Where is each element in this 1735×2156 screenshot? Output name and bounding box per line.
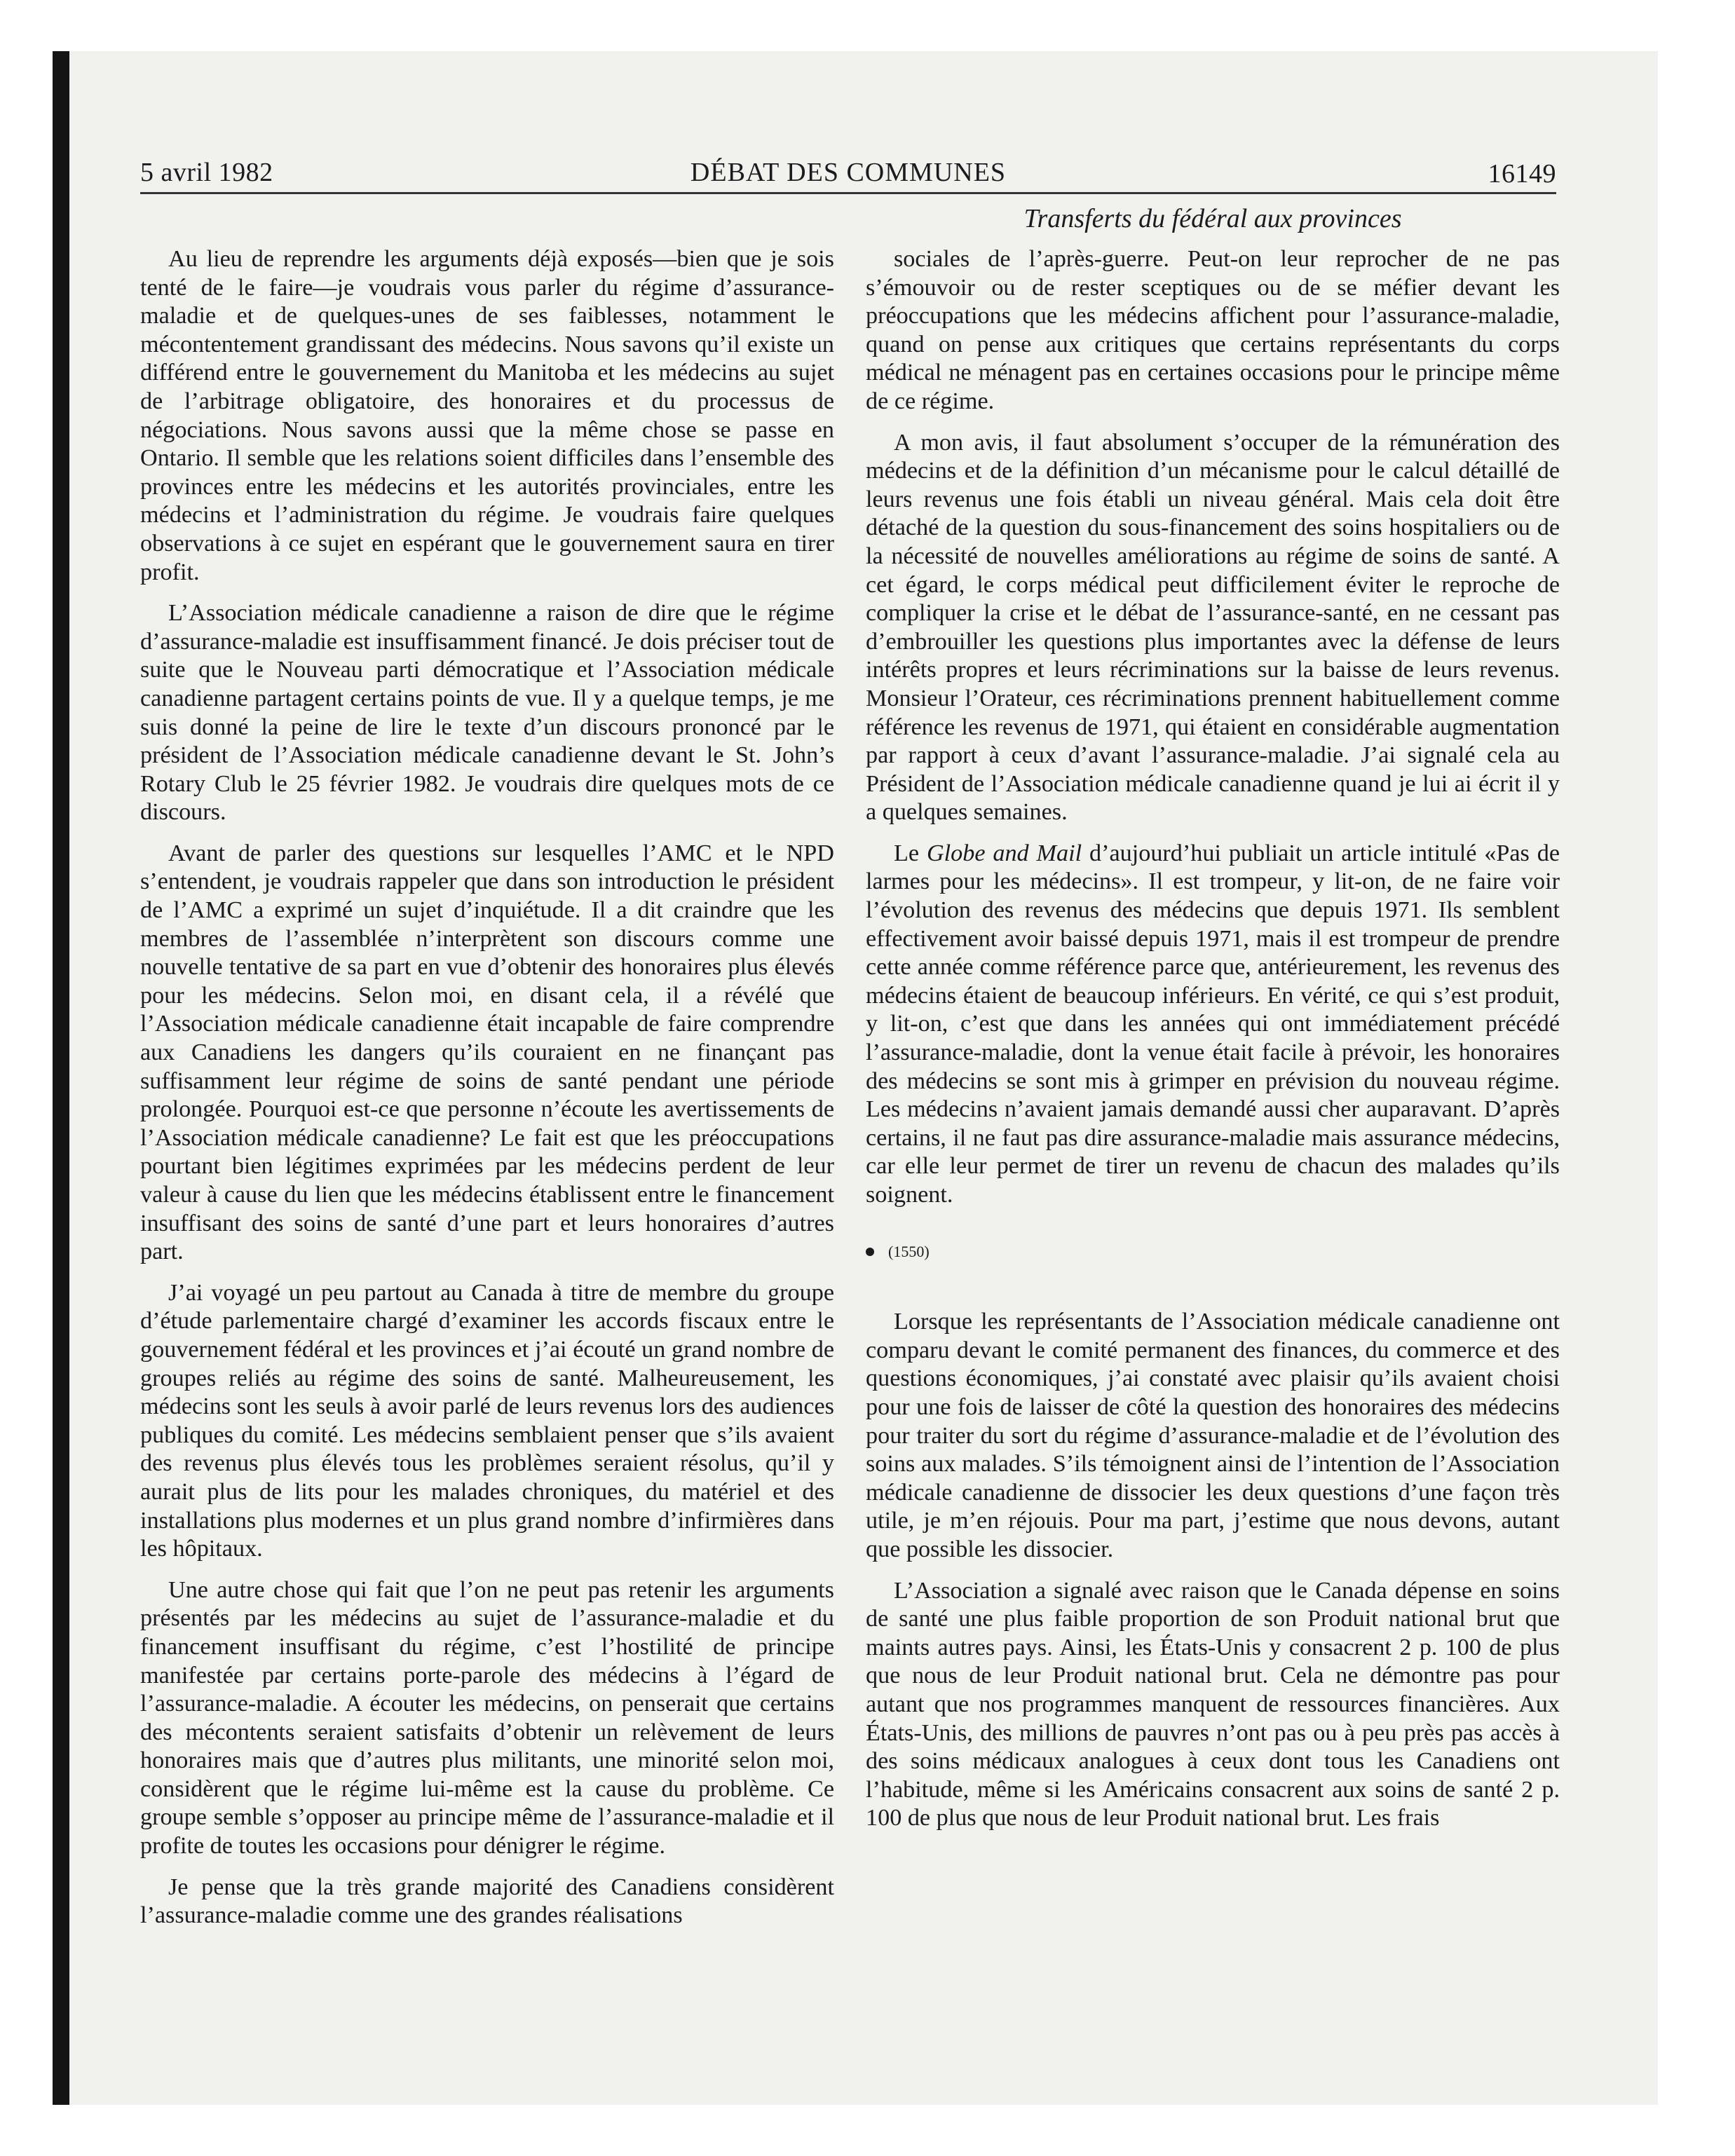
newspaper-title: Globe and Mail [926, 840, 1082, 866]
page-header [140, 153, 1556, 194]
header-date: 5 avril 1982 [140, 158, 273, 187]
paragraph: Je pense que la très grande majorité des Canadiens considèrent l’assurance-maladie comme une des grandes réalisations [140, 1874, 834, 1929]
header-title: DÉBAT DES COMMUNES [690, 158, 1007, 187]
paragraph: J’ai voyagé un peu partout au Canada à titre de membre du groupe d’étude parlementaire chargé d’examiner les accords fiscaux entre le gouvernement fédéral et les provinces et j’ai écouté un grand nombre de groupes reliés au régime des soins de santé. Malheureusement, les médecins sont les seuls à avoir parlé de leurs revenus lors des audiences publiques du comité. Les médecins semblaient penser que s’ils avaient des revenus plus élevés tous les problèmes seraient résolus, qu’il y aurait plus de lits pour les malades chroniques, du matériel et des installations plus modernes et un plus grand nombre d’infirmières dans les hôpitaux. [140, 1279, 834, 1562]
time-marker [866, 1238, 1560, 1267]
left-column [140, 245, 834, 1943]
section-subheading: Transferts du fédéral aux provinces [1023, 204, 1402, 233]
paragraph: L’Association a signalé avec raison que le Canada dépense en soins de santé une plus faible proportion de son Produit national brut que maints autres pays. Ainsi, les États-Unis y consacrent 2 p. 100 de plus que nous de leur Produit national brut. Cela ne démontre pas pour autant que nos programmes manquent de ressources financières. Aux États-Unis, des millions de pauvres n’ont pas ou à peu près pas accès à des soins médicaux analogues à ceux dont tous les Canadiens ont l’habitude, même si les Américains consacrent aux soins de santé 2 p. 100 de plus que nous de leur Produit national brut. Les frais [866, 1577, 1560, 1831]
right-column [866, 245, 1560, 1845]
paragraph: Lorsque les représentants de l’Association médicale canadienne ont comparu devant le comité permanent des finances, du commerce et des questions économiques, j’ai constaté avec plaisir qu’ils avaient choisi pour une fois de laisser de côté la question des honoraires des médecins pour traiter du sort du régime d’assurance-maladie et de l’évolution des soins aux malades. S’ils témoignent ainsi de l’intention de l’Association médicale canadienne de dissocier les deux questions d’une façon très utile, je m’en réjouis. Pour ma part, j’estime que nous devons, autant que possible les dissocier. [866, 1309, 1560, 1562]
bullet-icon [866, 1248, 874, 1256]
time-marker-text: (1550) [888, 1242, 930, 1260]
globe-paragraph [866, 840, 1560, 1210]
paragraph: sociales de l’après-guerre. Peut-on leur reprocher de ne pas s’émouvoir ou de rester sceptiques ou de se méfier devant les préoccupations que les médecins affichent pour l’assurance-maladie, quand on pense aux critiques que certains représentants du corps médical ne ménagent pas en certaines occasions pour le principe même de ce régime. [866, 246, 1560, 414]
page-number: 16149 [1488, 159, 1556, 189]
paragraph: A mon avis, il faut absolument s’occuper de la rémunération des médecins et de la définition d’un mécanisme pour le calcul détaillé de leurs revenus une fois établi un niveau général. Mais cela doit être détaché de la question du sous-financement des soins hospitaliers ou de la nécessité de nouvelles améliorations au régime de soins de santé. A cet égard, le corps médical peut difficilement éviter le reproche de compliquer la crise et le débat de l’assurance-santé, en ne cessant pas d’embrouiller les questions plus importantes avec la défense de leurs intérêts propres et leurs récriminations sur la baisse de leurs revenus. Monsieur l’Orateur, ces récriminations prennent habituellement comme référence les revenus de 1971, qui étaient en considérable augmentation par rapport à ceux d’avant l’assurance-maladie. J’ai signalé cela au Président de l’Association médicale canadienne quand je lui ai écrit il y a quelques semaines. [866, 429, 1560, 826]
paragraph: Au lieu de reprendre les arguments déjà exposés—bien que je sois tenté de le faire—je voudrais vous parler du régime d’assurance-maladie et de quelques-unes de ses faiblesses, notamment le mécontentement grandissant des médecins. Nous savons qu’il existe un différend entre le gouvernement du Manitoba et les médecins au sujet de l’arbitrage obligatoire, des honoraires et du processus de négociations. Nous savons aussi que la même chose se passe en Ontario. Il semble que les relations soient difficiles dans l’ensemble des provinces entre les médecins et les autorités provinciales, entre les médecins et l’administration du régime. Je voudrais faire quelques observations à ce sujet en espérant que le gouvernement saura en tirer profit. [140, 246, 834, 585]
paragraph-rest: d’aujourd’hui publiait un article intitulé «Pas de larmes pour les médecins». Il est trompeur, y lit-on, de ne faire voir l’évolution des revenus des médecins que depuis 1971. Ils semblent effectivement avoir baissé depuis 1971, mais il est trompeur de prendre cette année comme référence parce que, antérieurement, les revenus des médecins étaient de beaucoup inférieurs. En vérité, ce qui s’est produit, y lit-on, c’est que dans les années qui ont immédiatement précédé l’assurance-maladie, dont la venue était facile à prévoir, les honoraires des médecins se sont mis à grimper en prévision du nouveau régime. Les médecins n’avaient jamais demandé aussi cher auparavant. D’après certains, il ne faut pas dire assurance-maladie mais assurance médecins, car elle leur permet de tirer un revenu de chacun des malades qu’ils soignent. [866, 840, 1560, 1208]
paragraph: L’Association médicale canadienne a raison de dire que le régime d’assurance-maladie est insuffisamment financé. Je dois préciser tout de suite que le Nouveau parti démocratique et l’Association médicale canadienne partagent certains points de vue. Il y a quelque temps, je me suis donné la peine de lire le texte d’un discours prononcé par le président de l’Association médicale canadienne devant le St. John’s Rotary Club le 25 février 1982. Je voudrais dire quelques mots de ce discours. [140, 600, 834, 826]
paragraph: Avant de parler des questions sur lesquelles l’AMC et le NPD s’entendent, je voudrais rappeler que dans son introduction le président de l’AMC a exprimé un sujet d’inquiétude. Il a dit craindre que les membres de l’assemblée n’interprètent son discours comme une nouvelle tentative de sa part en vue d’obtenir des honoraires plus élevés pour les médecins. Selon moi, en disant cela, il a révélé que l’Association médicale canadienne était incapable de faire comprendre aux Canadiens les dangers qu’ils couraient en ne finançant pas suffisamment leur régime de soins de santé pendant une période prolongée. Pourquoi est-ce que personne n’écoute les avertissements de l’Association médicale canadienne? Le fait est que les préoccupations pourtant bien légitimes exprimées par les médecins perdent de leur valeur à cause du lien que les médecins établissent entre le financement insuffisant des soins de santé d’une part et leurs honoraires d’autres part. [140, 840, 834, 1265]
paragraph-lead: Le [894, 840, 927, 866]
paragraph: Une autre chose qui fait que l’on ne peut pas retenir les arguments présentés par les médecins au sujet de l’assurance-maladie et du financement insuffisant du régime, c’est l’hostilité de principe manifestée par certains porte-parole des médecins à l’égard de l’assurance-maladie. A écouter les médecins, on penserait que certains des mécontents seraient satisfaits d’obtenir un relèvement de leurs honoraires mais que d’autres plus militants, une minorité selon moi, considèrent que le régime lui-même est la cause du problème. Ce groupe semble s’opposer au principe même de l’assurance-maladie et il profite de toutes les occasions pour dénigrer le régime. [140, 1576, 834, 1860]
